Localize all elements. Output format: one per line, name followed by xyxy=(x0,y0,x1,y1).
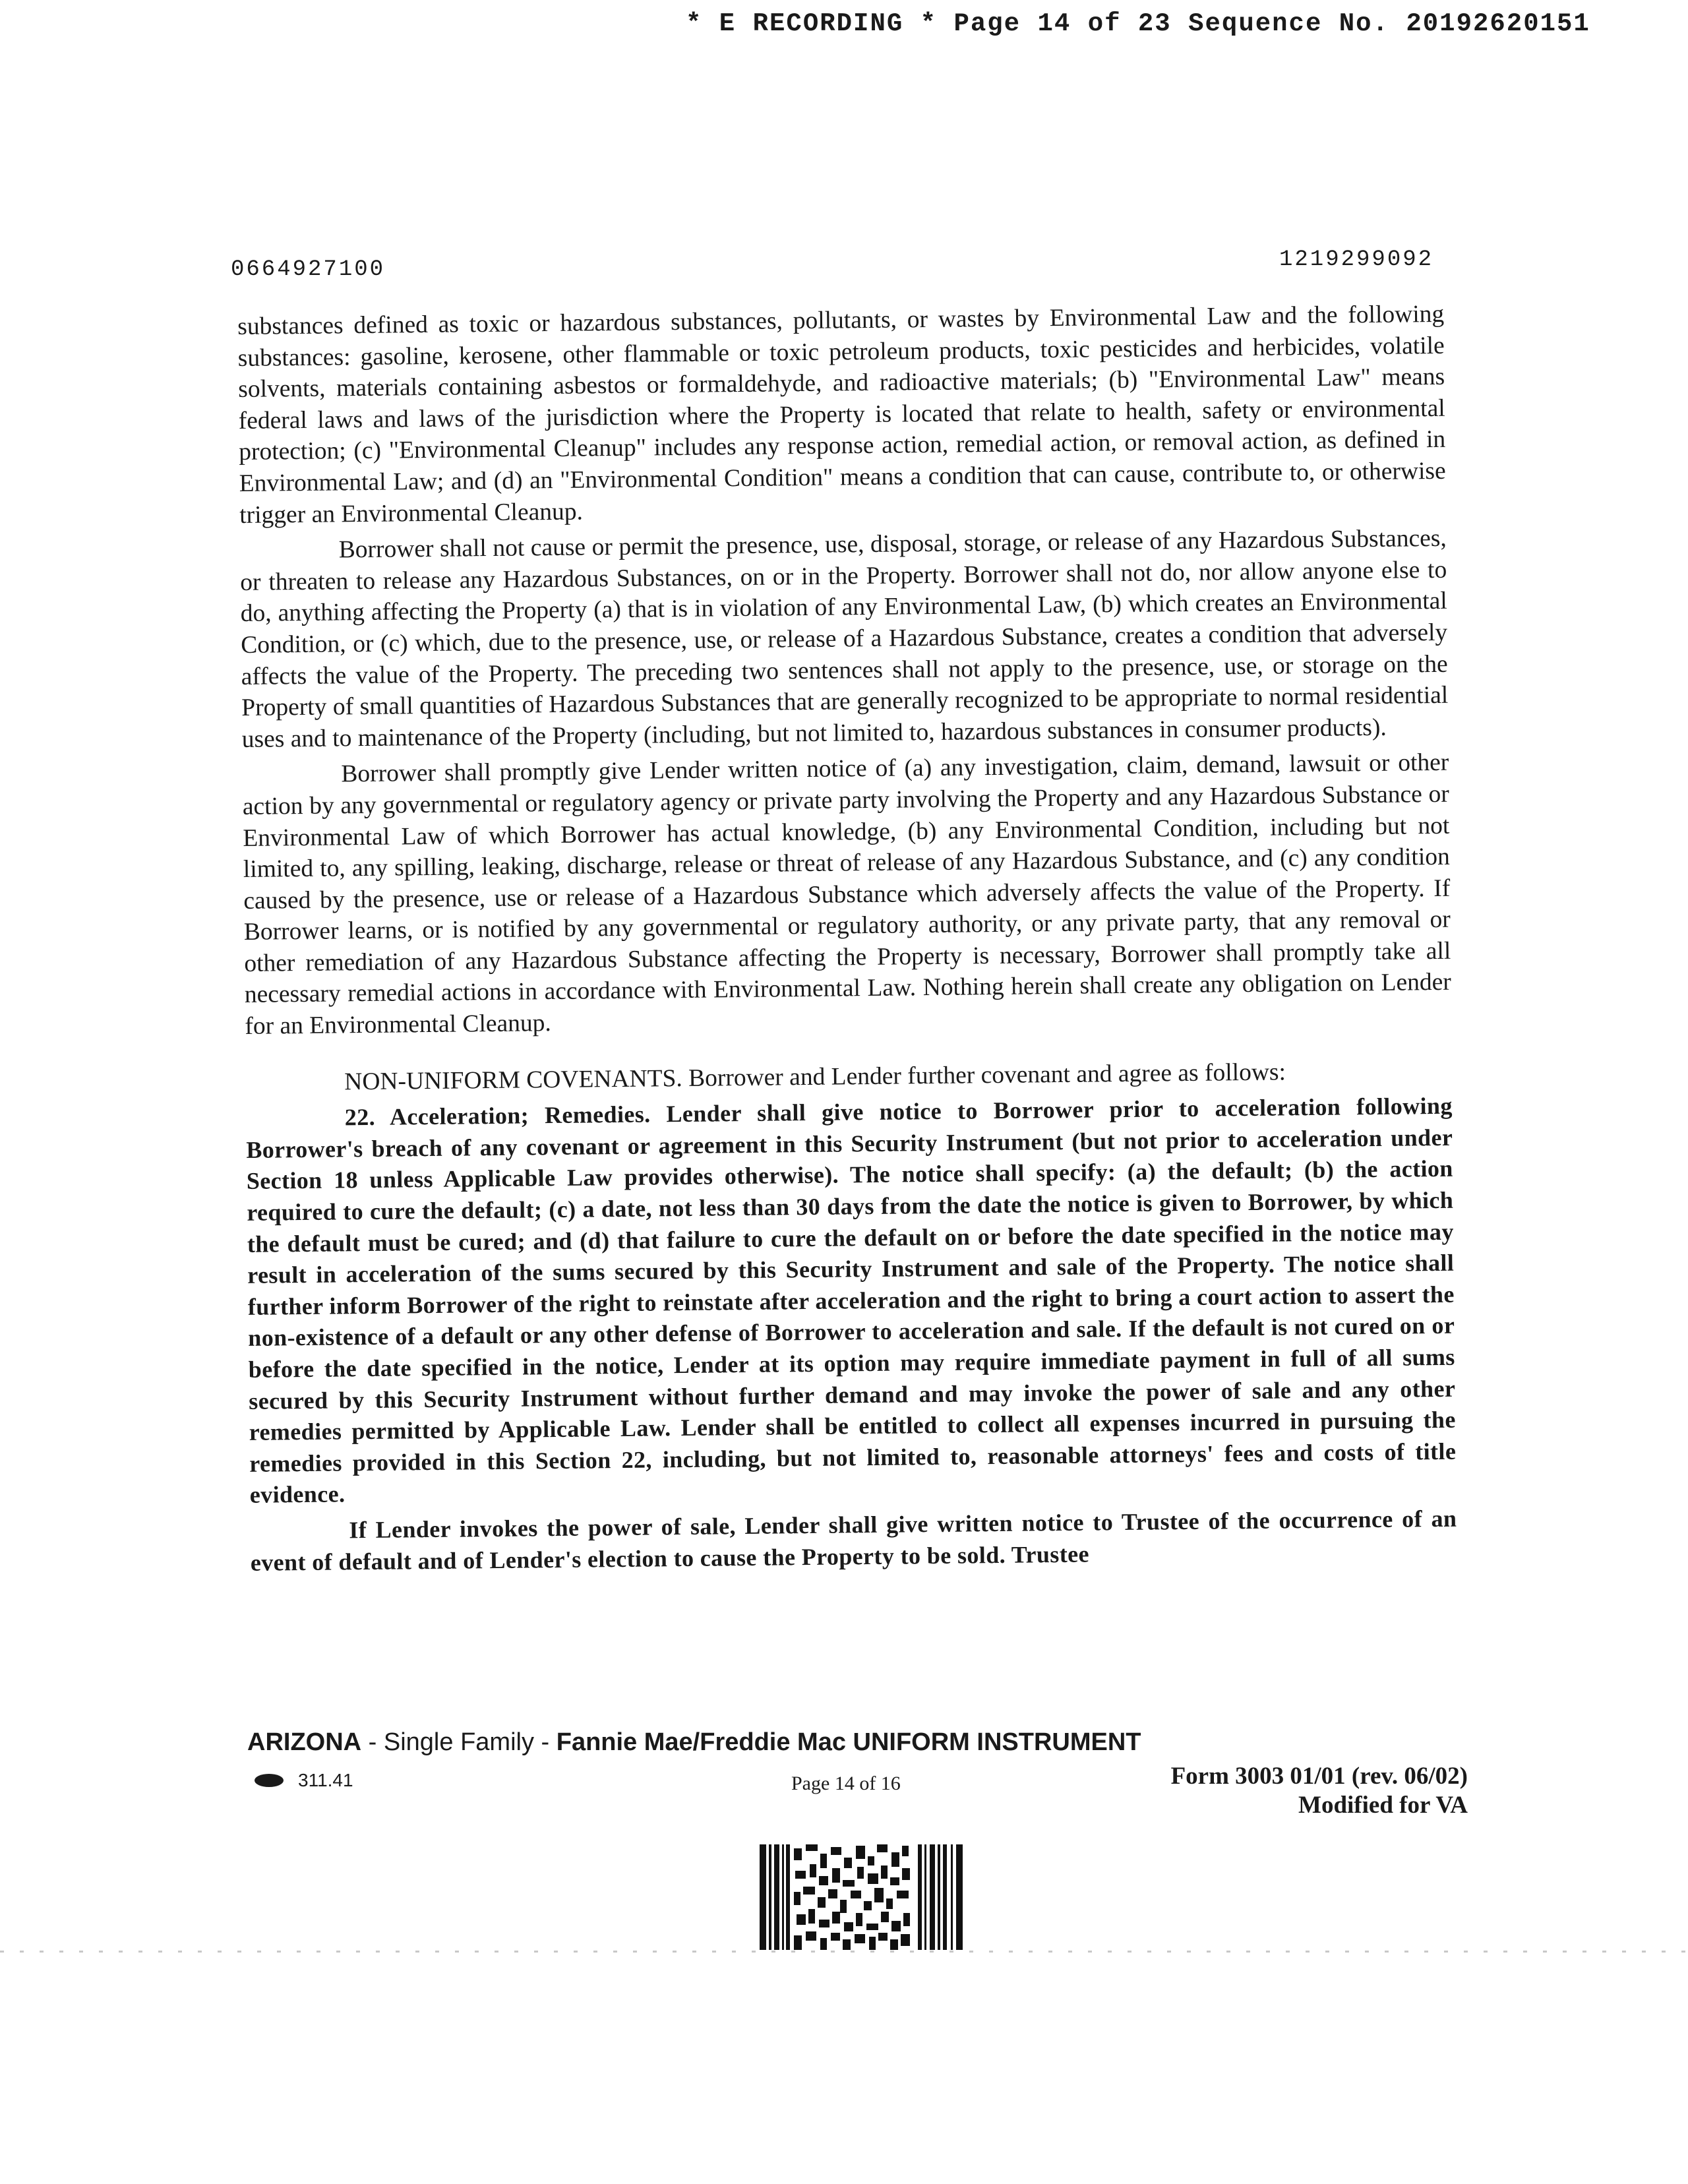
recording-header: * E RECORDING * Page 14 of 23 Sequence No. 20192620151 xyxy=(686,9,1590,38)
document-body xyxy=(237,299,1457,1583)
footer-code-text: 311.41 xyxy=(298,1770,353,1790)
loan-number: 0664927100 xyxy=(231,257,386,282)
footer-form-number: Form 3003 01/01 (rev. 06/02) xyxy=(1170,1763,1468,1790)
footer-form-info xyxy=(1131,1762,1468,1820)
footer-title xyxy=(247,1728,1141,1757)
footer-instrument-title: Fannie Mae/Freddie Mac UNIFORM INSTRUMENT xyxy=(556,1728,1141,1756)
paragraph-non-uniform-covenants: NON-UNIFORM COVENANTS. Borrower and Lender further covenant and agree as follows: xyxy=(344,1058,1286,1096)
paragraph-hazardous-substances: Borrower shall not cause or permit the presence, use, disposal, storage, or release of any Hazardous Substances, or threaten to release any Hazardous Substances, on or in the Property. Borrower shall not do, nor allow anyone else to do, anything affecting the Property (a) that is in violation of any Environmental Law, (b) which creates an Environmental Condition, or (c) which, due to the presence, use, or release of a Hazardous Substance, creates a condition that adversely affects the value of the Property. The preceding two sentences shall not apply to the presence, use, or storage on the Property of small quantities of Hazardous Substances that are generally recognized to be appropriate to normal residential uses and to maintenance of the Property (including, but not limited to, hazardous substances in consumer products). xyxy=(240,524,1449,753)
scan-artifact-line xyxy=(0,1951,1688,1953)
footer-modified: Modified for VA xyxy=(1298,1792,1468,1819)
footer-form-code xyxy=(255,1770,353,1791)
footer-page-number: Page 14 of 16 xyxy=(791,1773,901,1794)
paragraph-acceleration-remedies: 22. Acceleration; Remedies. Lender shall give notice to Borrower prior to acceleration following Borrower's breach of any covenant or agreement in this Security Instrument (but not prior to acceleration under Section 18 unless Applicable Law provides otherwise). The notice shall specify: (a) the default; (b) the action required to cure the default; (c) a date, not less than 30 days from the date the notice is given to Borrower, by which the default must be cured; and (d) that failure to cure the default on or before the date specified in the notice may result in acceleration of the sums secured by this Security Instrument and sale of the Property. The notice shall further inform Borrower of the right to reinstate after acceleration and the right to bring a court action to assert the non-existence of a default or any other defense of Borrower to acceleration and sale. If the default is not cured on or before the date specified in the notice, Lender at its option may require immediate payment in full of all sums secured by this Security Instrument without further demand and may invoke the power of sale and any other remedies permitted by Applicable Law. Lender shall be entitled to collect all expenses incurred in pursuing the remedies provided in this Section 22, including, but not limited to, reasonable attorneys' fees and costs of title evidence. xyxy=(246,1093,1457,1509)
barcode-icon xyxy=(760,1844,971,1950)
footer-title-middle: - Single Family - xyxy=(361,1728,557,1756)
document-number: 1219299092 xyxy=(1279,247,1434,272)
paragraph-definitions: substances defined as toxic or hazardous substances, pollutants, or wastes by Environmental Law and the following substances: gasoline, kerosene, other flammable or toxic petroleum products, toxic pesticides and herbicides, volatile solvents, materials containing asbestos or formaldehyde, and radioactive materials; (b) "Environmental Law" means federal laws and laws of the jurisdiction where the Property is located that relate to health, safety or environmental protection; (c) "Environmental Cleanup" includes any response action, remedial action, or removal action, as defined in Environmental Law; and (d) an "Environmental Condition" means a condition that can cause, contribute to, or otherwise trigger an Environmental Cleanup. xyxy=(237,300,1446,529)
paragraph-power-of-sale: If Lender invokes the power of sale, Lender shall give written notice to Trustee of the occurrence of an event of default and of Lender's election to cause the Property to be sold. Trustee xyxy=(250,1505,1457,1576)
vmp-logo-icon xyxy=(255,1774,284,1787)
footer-state: ARIZONA xyxy=(247,1728,362,1756)
paragraph-notice-obligation: Borrower shall promptly give Lender written notice of (a) any investigation, claim, demand, lawsuit or other action by any governmental or regulatory agency or private party involving the Property and any Hazardous Substance or Environmental Law of which Borrower has actual knowledge, (b) any Environmental Condition, including but not limited to, any spilling, leaking, discharge, release or threat of release of any Hazardous Substance, and (c) any condition caused by the presence, use or release of a Hazardous Substance which adversely affects the value of the Property. If Borrower learns, or is notified by any governmental or regulatory authority, or any private party, that any removal or other remediation of any Hazardous Substance affecting the Property is necessary, Borrower shall promptly take all necessary remedial actions in accordance with Environmental Law. Nothing herein shall create any obligation on Lender for an Environmental Cleanup. xyxy=(242,749,1451,1041)
